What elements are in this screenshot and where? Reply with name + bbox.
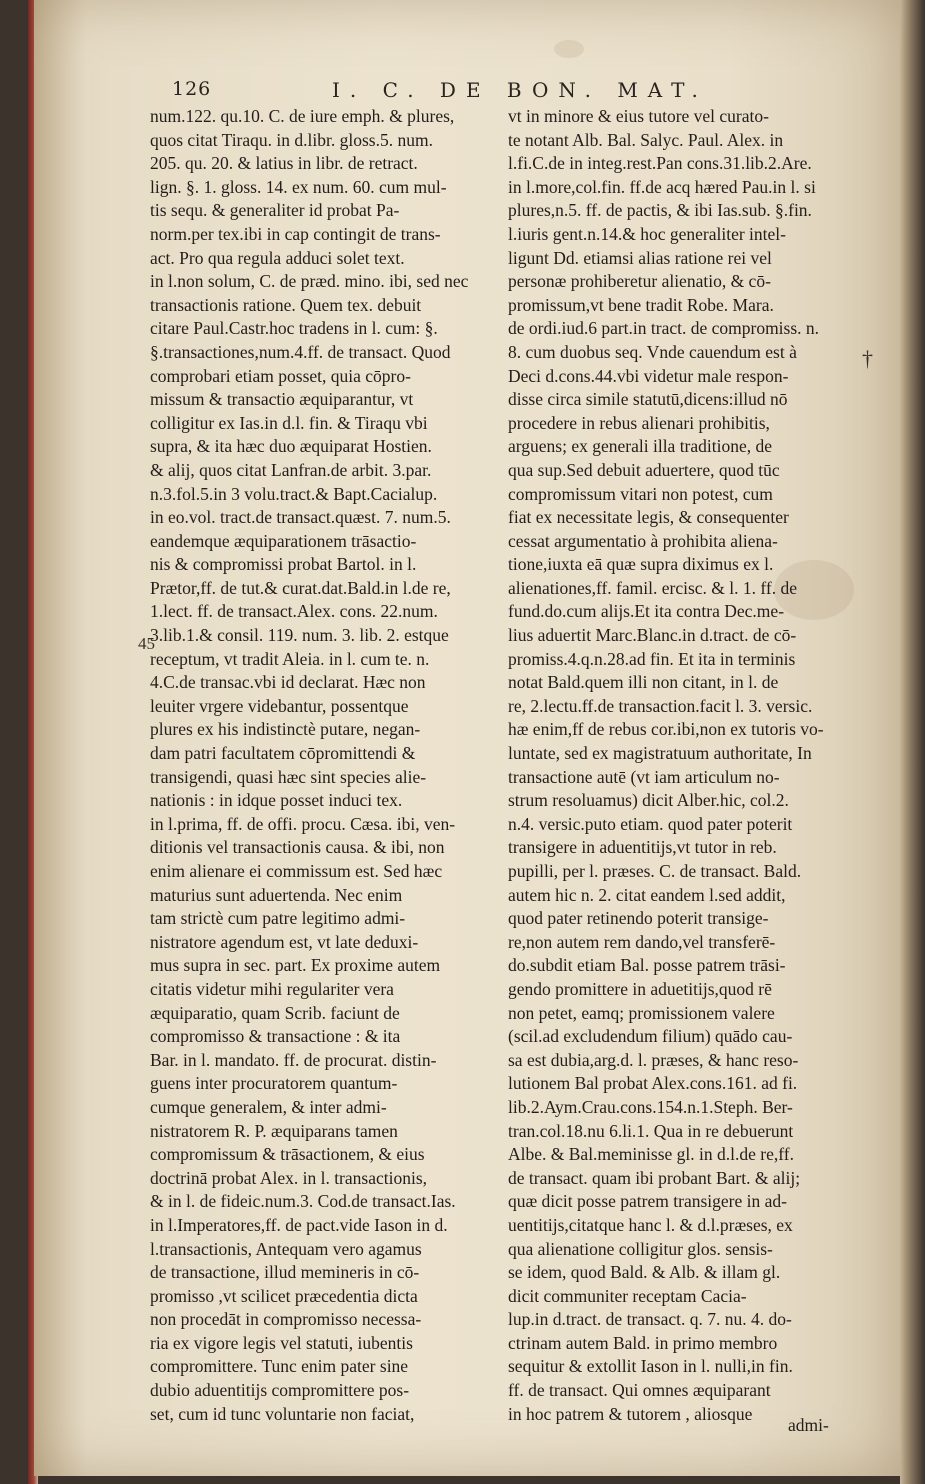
text-line: maturius sunt aduertenda. Nec enim (150, 884, 403, 905)
text-line: hæ enim,ff de rebus cor.ibi,non ex tutoris vo- (508, 719, 824, 740)
text-line: (scil.ad excludendum filium) quādo cau- (508, 1026, 793, 1047)
text-line: alienationes,ff. famil. ercisc. & l. 1. ff. de (508, 577, 797, 598)
text-line: fund.do.cum alijs.Et ita contra Dec.me- (508, 601, 785, 622)
text-line: in eo.vol. tract.de transact.quæst. 7. num.5. (150, 507, 451, 528)
text-line: quod pater retinendo poterit transige- (508, 908, 769, 929)
text-line: compromisso & transactione : & ita (150, 1026, 401, 1047)
text-line: de transact. quam ibi probant Bart. & alij; (508, 1167, 801, 1188)
text-line: in hoc patrem & tutorem , aliosque (508, 1403, 753, 1424)
ink-spot (554, 40, 584, 58)
text-line: qua alienatione colligitur glos. sensis- (508, 1238, 773, 1259)
text-line: uentitijs,citatque hanc l. & d.l.præses, ex (508, 1214, 793, 1235)
text-line: do.subdit etiam Bal. posse patrem trāsi- (508, 955, 786, 976)
text-line: citatis videtur mihi regulariter vera (150, 978, 394, 999)
text-line: compromittere. Tunc enim pater sine (150, 1356, 409, 1377)
text-line: Albe. & Bal.meminisse gl. in d.l.de re,ff. (508, 1144, 794, 1165)
text-line: eandemque æquiparationem trāsactio- (150, 530, 417, 551)
text-line: Deci d.cons.44.vbi videtur male respon- (508, 365, 789, 386)
text-line: & alij, quos citat Lanfran.de arbit. 3.par. (150, 459, 432, 480)
text-line: de ordi.iud.6 part.in tract. de compromiss. n. (508, 318, 820, 339)
text-line: in l.more,col.fin. ff.de acq hæred Pau.in l. si (508, 176, 816, 197)
text-line: lib.2.Aym.Crau.cons.154.n.1.Steph. Ber- (508, 1096, 793, 1117)
text-line: tis sequ. & generaliter id probat Pa- (150, 200, 400, 221)
text-line: set, cum id tunc voluntarie non faciat, (150, 1403, 415, 1424)
text-line: colligitur ex Ias.in d.l. fin. & Tiraqu vbi (150, 412, 428, 433)
text-line: tam strictè cum patre legitimo admi- (150, 908, 406, 929)
text-line: in l.prima, ff. de offi. procu. Cæsa. ibi, ven- (150, 813, 456, 834)
text-line: qua sup.Sed debuit aduertere, quod tūc (508, 459, 780, 480)
text-line: n.4. versic.puto etiam. quod pater poterit (508, 813, 793, 834)
text-line: transactionis ratione. Quem tex. debuit (150, 294, 422, 315)
book-edge-right (900, 0, 925, 1484)
text-line: guens inter procuratorem quantum- (150, 1073, 398, 1094)
text-line: lup.in d.tract. de transact. q. 7. nu. 4. do- (508, 1309, 792, 1330)
text-line: doctrinā probat Alex. in l. transactionis, (150, 1167, 428, 1188)
text-line: & in l. de fideic.num.3. Cod.de transact.Ias. (150, 1191, 456, 1212)
text-line: 8. cum duobus seq. Vnde cauendum est à (508, 341, 797, 362)
right-column (508, 105, 860, 1435)
text-line: strum resoluamus) dicit Alber.hic, col.2. (508, 790, 789, 811)
text-line: pupilli, per l. præses. C. de transact. Bald. (508, 861, 802, 881)
text-line: comprobari etiam posset, quia cōpro- (150, 365, 411, 386)
text-line: luntate, sed ex magistratuum authoritate, In (508, 743, 812, 764)
text-line: in l.non solum, C. de præd. mino. ibi, sed nec (150, 271, 469, 292)
text-line: re, 2.lectu.ff.de transaction.facit l. 3. versic. (508, 695, 813, 716)
text-line: non petet, eamq; promissionem valere (508, 1002, 775, 1023)
text-line: arguens; ex generali illa traditione, de (508, 436, 773, 457)
text-line: in l.Imperatores,ff. de pact.vide Iason in d. (150, 1214, 448, 1235)
text-line: receptum, vt tradit Aleia. in l. cum te. n. (150, 648, 430, 669)
text-line: promisso ,vt scilicet præcedentia dicta (150, 1285, 418, 1306)
text-line: fiat ex necessitate legis, & consequenter (508, 507, 789, 528)
text-line: act. Pro qua regula adduci solet text. (150, 247, 405, 268)
text-line: compromissum vitari non potest, cum (508, 483, 773, 504)
text-line: sa est dubia,arg.d. l. præses, & hanc reso- (508, 1049, 799, 1070)
text-line: l.fi.C.de in integ.rest.Pan cons.31.lib.2.Are. (508, 153, 812, 174)
text-line: transigendi, quasi hæc sint species alie- (150, 766, 427, 787)
page-title: I. C. DE BON. MAT. (332, 78, 708, 102)
text-line: vt in minore & eius tutore vel curato- (508, 106, 769, 126)
text-line: transigere in aduentitijs,vt tutor in reb. (508, 837, 777, 858)
text-line: ligunt Dd. etiamsi alias ratione rei vel (508, 247, 772, 268)
text-line: quæ dicit posse patrem transigere in ad- (508, 1191, 787, 1212)
text-line: cessat argumentatio à prohibita aliena- (508, 530, 778, 551)
text-line: citare Paul.Castr.hoc tradens in l. cum: §. (150, 318, 438, 339)
folio-number: 126 (172, 78, 212, 100)
text-line: dicit communiter receptam Cacia- (508, 1285, 747, 1306)
text-line: lign. §. 1. gloss. 14. ex num. 60. cum mul- (150, 176, 447, 197)
text-line: ria ex vigore legis vel statuti, iubentis (150, 1332, 413, 1353)
text-line: tione,iuxta eā quæ supra diximus ex l. (508, 554, 774, 575)
margin-note-number: 45 (138, 634, 155, 653)
text-line: ff. de transact. Qui omnes æquiparant (508, 1380, 771, 1401)
margin-note-cross: † (862, 346, 873, 371)
text-line: re,non autem rem dando,vel transferē- (508, 931, 776, 952)
text-line: nistratore agendum est, vt late deduxi- (150, 931, 419, 952)
text-line: disse circa simile statutū,dicens:illud nō (508, 389, 788, 410)
text-line: tran.col.18.nu 6.li.1. Qua in re debuerunt (508, 1120, 794, 1141)
text-line: transactione autē (vt iam articulum no- (508, 766, 780, 787)
text-line: mus supra in sec. part. Ex proxime autem (150, 955, 441, 976)
text-line: autem hic n. 2. citat eandem l.sed addit, (508, 884, 786, 905)
text-line: nationis : in idque posset induci tex. (150, 790, 403, 811)
text-line: se idem, quod Bald. & Alb. & illam gl. (508, 1262, 781, 1283)
text-line: dubio aduentitijs compromittere pos- (150, 1380, 410, 1401)
text-line: §.transactiones,num.4.ff. de transact. Quod (150, 341, 451, 362)
text-line: quos citat Tiraqu. in d.libr. gloss.5. num. (150, 129, 433, 150)
text-line: l.iuris gent.n.14.& hoc generaliter intel- (508, 223, 786, 244)
text-line: promiss.4.q.n.28.ad fin. Et ita in terminis (508, 648, 796, 669)
text-line: 205. qu. 20. & latius in libr. de retract. (150, 153, 418, 174)
running-head (130, 78, 850, 108)
text-line: promissum,vt bene tradit Robe. Mara. (508, 294, 774, 315)
text-line: enim alienare ei commissum est. Sed hæc (150, 861, 443, 881)
text-line: lius aduertit Marc.Blanc.in d.tract. de cō- (508, 625, 797, 646)
left-column (150, 105, 502, 1435)
text-line: ctrinam autem Bald. in primo membro (508, 1332, 778, 1353)
catchword: admi- (788, 1415, 829, 1435)
text-line: ditionis vel transactionis causa. & ibi, non (150, 837, 445, 858)
text-line: l.transactionis, Antequam vero agamus (150, 1238, 422, 1259)
text-line: gendo promittere in aduetitijs,quod rē (508, 978, 772, 999)
text-line: nistratorem R. P. æquiparans tamen (150, 1120, 398, 1141)
text-line: non procedāt in compromisso necessa- (150, 1309, 422, 1330)
text-line: plures ex his indistinctè putare, negan- (150, 719, 421, 740)
text-line: leuiter vrgere videbantur, possentque (150, 695, 409, 716)
text-line: procedere in rebus alienari prohibitis, (508, 412, 770, 433)
text-line: 1.lect. ff. de transact.Alex. cons. 22.num. (150, 601, 438, 622)
text-line: compromissum & trāsactionem, & eius (150, 1144, 425, 1165)
text-line: norm.per tex.ibi in cap contingit de trans- (150, 223, 441, 244)
text-line: Prætor,ff. de tut.& curat.dat.Bald.in l.de re, (150, 577, 451, 598)
text-line: num.122. qu.10. C. de iure emph. & plures, (150, 106, 455, 126)
text-line: plures,n.5. ff. de pactis, & ibi Ias.sub. §.fin. (508, 200, 812, 221)
text-line: nis & compromissi probat Bartol. in l. (150, 554, 417, 575)
text-line: 4.C.de transac.vbi id declarat. Hæc non (150, 672, 426, 693)
text-line: lutionem Bal probat Alex.cons.161. ad fi. (508, 1073, 798, 1094)
text-line: supra, & ita hæc duo æquiparat Hostien. (150, 436, 432, 457)
text-line: n.3.fol.5.in 3 volu.tract.& Bapt.Cacialup. (150, 483, 438, 504)
text-line: te notant Alb. Bal. Salyc. Paul. Alex. in (508, 129, 784, 150)
text-line: æquiparatio, quam Scrib. faciunt de (150, 1002, 400, 1023)
text-line: personæ prohiberetur alienatio, & cō- (508, 271, 771, 292)
text-line: Bar. in l. mandato. ff. de procurat. distin- (150, 1049, 437, 1070)
text-line: cumque generalem, & inter admi- (150, 1096, 387, 1117)
text-line: dam patri facultatem cōpromittendi & (150, 743, 416, 764)
text-line: notat Bald.quem illi non citant, in l. de (508, 672, 779, 693)
text-line: missum & transactio æquiparantur, vt (150, 389, 414, 410)
text-line: sequitur & extollit Iason in l. nulli,in fin. (508, 1356, 793, 1377)
text-line: 3.lib.1.& consil. 119. num. 3. lib. 2. estque (150, 625, 449, 646)
text-line: de transactione, illud memineris in cō- (150, 1262, 420, 1283)
